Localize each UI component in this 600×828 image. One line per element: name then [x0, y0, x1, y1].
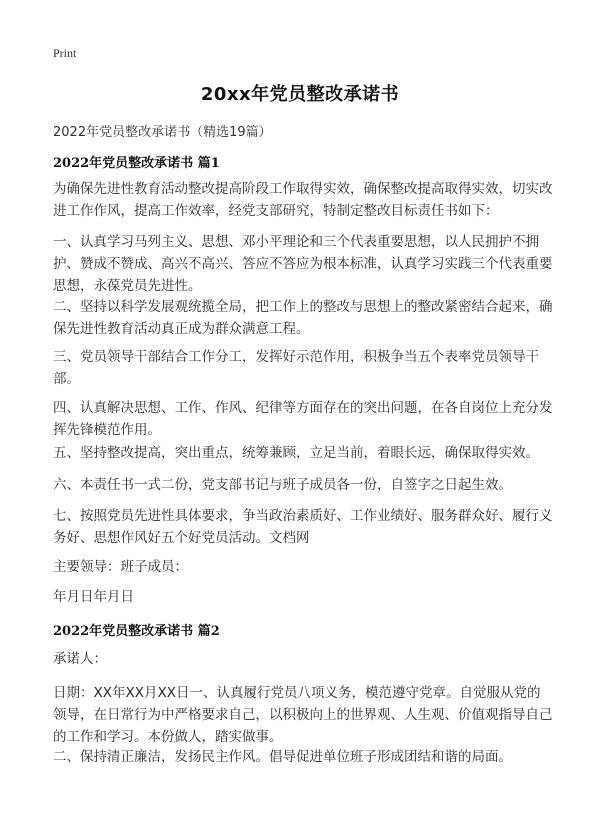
section-1-item-2: 二、坚持以科学发展观统揽全局，把工作上的整改与思想上的整改紧密结合起来，确保先进性教育活动真正成为群众满意工程。: [53, 299, 553, 337]
section-1-item-4: 四、认真解决思想、工作、作风、纪律等方面存在的突出问题，在各自岗位上充分发挥先锋模范作用。: [53, 400, 553, 438]
section-2-promisor: 承诺人：: [53, 651, 107, 667]
section-1-heading: 2022年党员整改承诺书 篇1: [53, 156, 220, 171]
section-1-item-3: 三、党员领导干部结合工作分工，发挥好示范作用，积极争当五个表率党员领导干部。: [53, 349, 539, 387]
section-2-para-1: 日期：XX年XX月XX日一、认真履行党员八项义务，模范遵守党章。自觉服从党的领导，在日常行为中严格要求自己，以积极向上的世界观、人生观、价值观指导自己的工作和学习。本份做人，踏实做事。: [53, 685, 553, 745]
document-subtitle: 2022年党员整改承诺书（精选19篇）: [53, 125, 272, 140]
section-1-date: 年月日年月日: [53, 589, 134, 605]
section-1-item-5: 五、坚持整改提高，突出重点，统筹兼顾，立足当前，着眼长远，确保取得实效。: [53, 445, 539, 461]
section-1-item-7: 七、按照党员先进性具体要求，争当政治素质好、工作业绩好、服务群众好、履行义务好、思想作风好五个好党员活动。文档网: [53, 508, 553, 546]
section-1-item-1: 一、认真学习马列主义、思想、邓小平理论和三个代表重要思想，以人民拥护不拥护、赞成不赞成、高兴不高兴、答应不答应为根本标准，认真学习实践三个代表重要思想，永葆党员先进性。: [53, 234, 553, 294]
section-1-leaders: 主要领导：班子成员：: [53, 559, 188, 575]
section-2-para-2: 二、保持清正廉洁，发扬民主作风。倡导促进单位班子形成团结和谐的局面。: [53, 749, 512, 765]
section-1-item-6: 六、本责任书一式二份，党支部书记与班子成员各一份，自签字之日起生效。: [53, 477, 512, 493]
page-title: 20xx年党员整改承诺书: [200, 84, 400, 105]
section-2-heading: 2022年党员整改承诺书 篇2: [53, 624, 220, 639]
print-label[interactable]: Print: [53, 46, 77, 60]
section-1-intro: 为确保先进性教育活动整改提高阶段工作取得实效，确保整改提高取得实效，切实改进工作作风，提高工作效率，经党支部研究，特制定整改目标责任书如下：: [53, 181, 553, 219]
